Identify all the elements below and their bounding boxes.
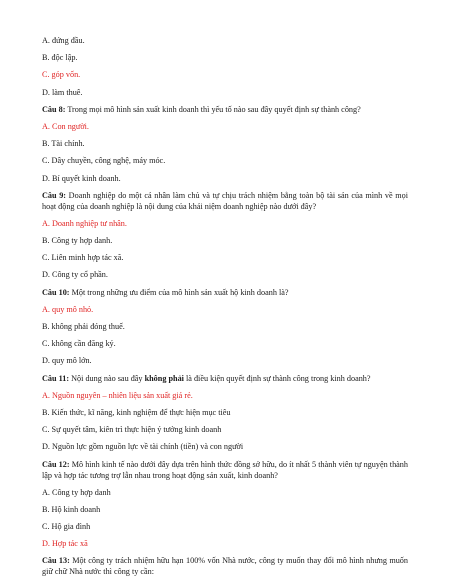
question-number: Câu 11: bbox=[42, 373, 70, 383]
question-emphasis: không phải bbox=[144, 373, 184, 383]
answer-option: B. Kiến thức, kĩ năng, kinh nghiệm để thực hiện mục tiêu bbox=[42, 407, 231, 417]
question-number: Câu 9: bbox=[42, 190, 67, 200]
answer-option-correct: A. Doanh nghiệp tư nhân. bbox=[42, 218, 127, 228]
answer-option-correct: D. Hợp tác xã bbox=[42, 539, 88, 549]
answer-option: D. Công ty cổ phần. bbox=[42, 270, 108, 280]
question-body: Một công ty trách nhiệm hữu hạn 100% vốn Nhà nước, công ty muốn thay đổi mô hình nhưng muốn giữ chữ Nhà nước thì công ty cần: bbox=[42, 556, 408, 577]
question-text bbox=[42, 287, 408, 298]
question-body: Doanh nghiệp do một cá nhân làm chủ và tự chịu trách nhiệm bằng toàn bộ tài sản của mình về mọi hoạt động của doanh nghiệp là nội dung của khái niệm doanh nghiệp nào dưới đây? bbox=[42, 190, 408, 211]
answer-option: C. Dây chuyền, công nghệ, máy móc. bbox=[42, 156, 166, 166]
answer-option: D. làm thuê. bbox=[42, 87, 83, 97]
answer-option: C. Hộ gia đình bbox=[42, 522, 91, 532]
question-body: là điều kiện quyết định sự thành công trong kinh doanh? bbox=[183, 373, 371, 383]
answer-option: A. đứng đầu. bbox=[42, 36, 85, 45]
answer-option: D. quy mô lớn. bbox=[42, 356, 92, 366]
question-text bbox=[42, 373, 408, 384]
question-text bbox=[42, 555, 408, 577]
question-text bbox=[42, 104, 408, 115]
answer-option: C. Liên minh hợp tác xã. bbox=[42, 253, 124, 263]
answer-option: D. Bí quyết kinh doanh. bbox=[42, 173, 121, 183]
answer-option-correct: A. quy mô nhỏ. bbox=[42, 304, 94, 314]
question-number: Câu 12: bbox=[42, 459, 70, 469]
answer-option: C. không cần đăng ký. bbox=[42, 339, 116, 349]
answer-option: B. Hộ kinh doanh bbox=[42, 504, 101, 514]
question-body: Trong mọi mô hình sản xuất kinh doanh thì yếu tố nào sau đây quyết định sự thành công? bbox=[65, 104, 361, 114]
question-body: Mô hình kinh tế nào dưới đây dựa trên hình thức đồng sở hữu, do ít nhất 5 thành viên tự nguyện thành lập và hợp tác tương trợ lẫn nhau trong hoạt động sản xuất, kinh doanh? bbox=[42, 459, 408, 480]
answer-option-correct: A. Con người. bbox=[42, 121, 89, 131]
answer-option: C. Sự quyết tâm, kiên trì thực hiện ý tưởng kinh doanh bbox=[42, 425, 222, 435]
answer-option: D. Nguồn lực gồm nguồn lực về tài chính (tiền) và con người bbox=[42, 442, 244, 452]
answer-option: B. Công ty hợp danh. bbox=[42, 236, 113, 246]
answer-option: A. Công ty hợp danh bbox=[42, 487, 111, 497]
question-number: Câu 13: bbox=[42, 556, 70, 566]
question-text bbox=[42, 459, 408, 481]
question-body: Nội dung nào sau đây bbox=[69, 373, 145, 383]
question-number: Câu 10: bbox=[42, 287, 70, 297]
answer-option-correct: C. góp vốn. bbox=[42, 70, 81, 80]
question-text bbox=[42, 190, 408, 212]
answer-option-correct: A. Nguồn nguyên – nhiên liệu sản xuất giá rẻ. bbox=[42, 390, 193, 400]
answer-option: B. không phải đóng thuế. bbox=[42, 322, 125, 331]
answer-option: B. độc lập. bbox=[42, 53, 78, 63]
question-number: Câu 8: bbox=[42, 104, 66, 114]
quiz-content bbox=[42, 35, 408, 577]
question-body: Một trong những ưu điểm của mô hình sản xuất hộ kinh doanh là? bbox=[69, 287, 289, 297]
answer-option: B. Tài chính. bbox=[42, 139, 85, 149]
